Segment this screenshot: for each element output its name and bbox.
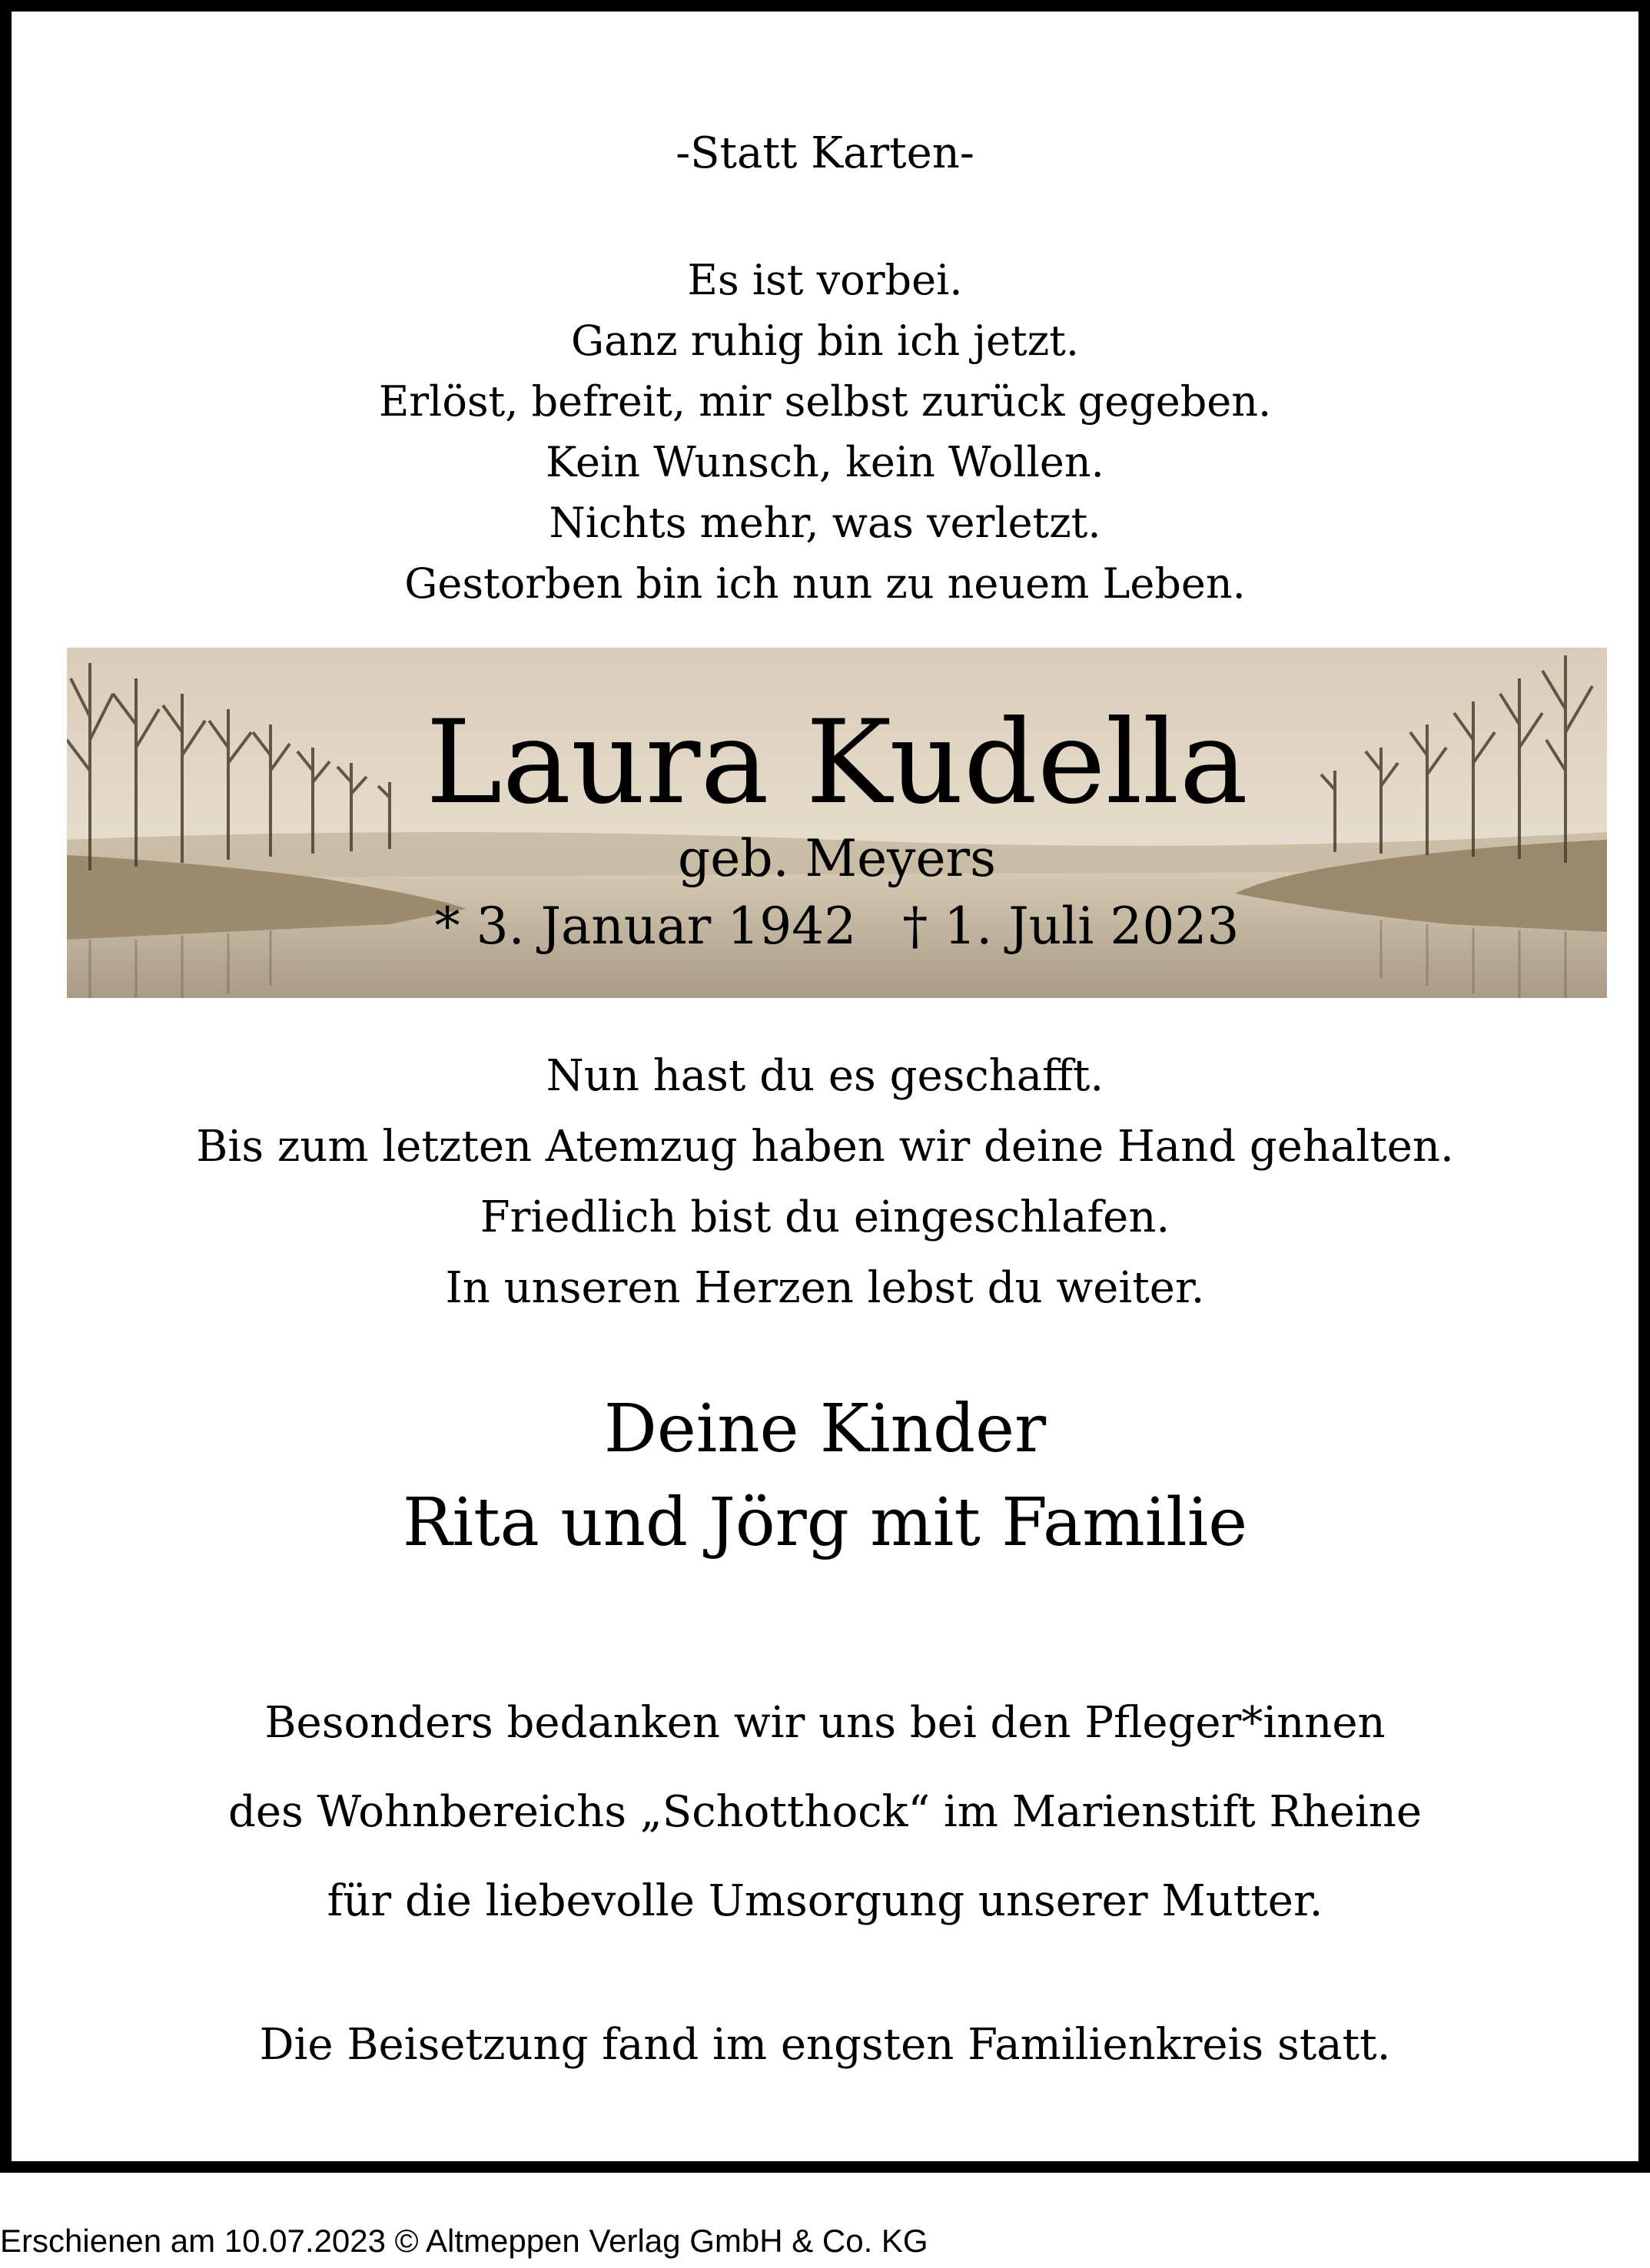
poem-line: Ganz ruhig bin ich jetzt. — [570, 317, 1080, 365]
death-date: † 1. Juli 2023 — [902, 897, 1240, 956]
deceased-name: Laura Kudella — [426, 696, 1248, 830]
poem-line: Es ist vorbei. — [687, 256, 963, 304]
thanks-line: für die liebevolle Umsorgung unserer Mutter. — [327, 1876, 1323, 1926]
mourners-line: Deine Kinder — [603, 1391, 1047, 1467]
farewell-line: In unseren Herzen lebst du weiter. — [445, 1263, 1205, 1313]
life-dates — [67, 894, 1607, 960]
poem — [23, 250, 1627, 614]
poem-line: Nichts mehr, was verletzt. — [549, 499, 1101, 547]
farewell-line: Friedlich bist du eingeschlafen. — [480, 1192, 1170, 1242]
landscape-banner — [67, 648, 1607, 998]
publication-footer: Erschienen am 10.07.2023 © Altmeppen Verlag GmbH & Co. KG — [0, 2223, 928, 2259]
burial-note: Die Beisetzung fand im engsten Familienkreis statt. — [259, 2020, 1391, 2070]
birth-date: * 3. Januar 1942 — [434, 897, 857, 956]
thanks-line: Besonders bedanken wir uns bei den Pfleger*innen — [264, 1698, 1386, 1748]
mourners-line: Rita und Jörg mit Familie — [402, 1484, 1248, 1561]
thanks-line: des Wohnbereichs „Schotthock“ im Marienstift Rheine — [227, 1787, 1423, 1837]
birth-name: geb. Meyers — [678, 829, 996, 888]
thanks-text — [23, 1679, 1627, 1946]
farewell-text — [23, 1041, 1627, 1324]
mourners — [23, 1382, 1627, 1570]
poem-line: Kein Wunsch, kein Wollen. — [546, 438, 1104, 486]
poem-line: Erlöst, befreit, mir selbst zurück gegeben. — [378, 377, 1272, 426]
notice-header: -Statt Karten- — [676, 128, 974, 178]
farewell-line: Bis zum letzten Atemzug haben wir deine Hand gehalten. — [196, 1122, 1454, 1172]
poem-line: Gestorben bin ich nun zu neuem Leben. — [404, 559, 1246, 608]
farewell-line: Nun hast du es geschafft. — [546, 1051, 1104, 1101]
